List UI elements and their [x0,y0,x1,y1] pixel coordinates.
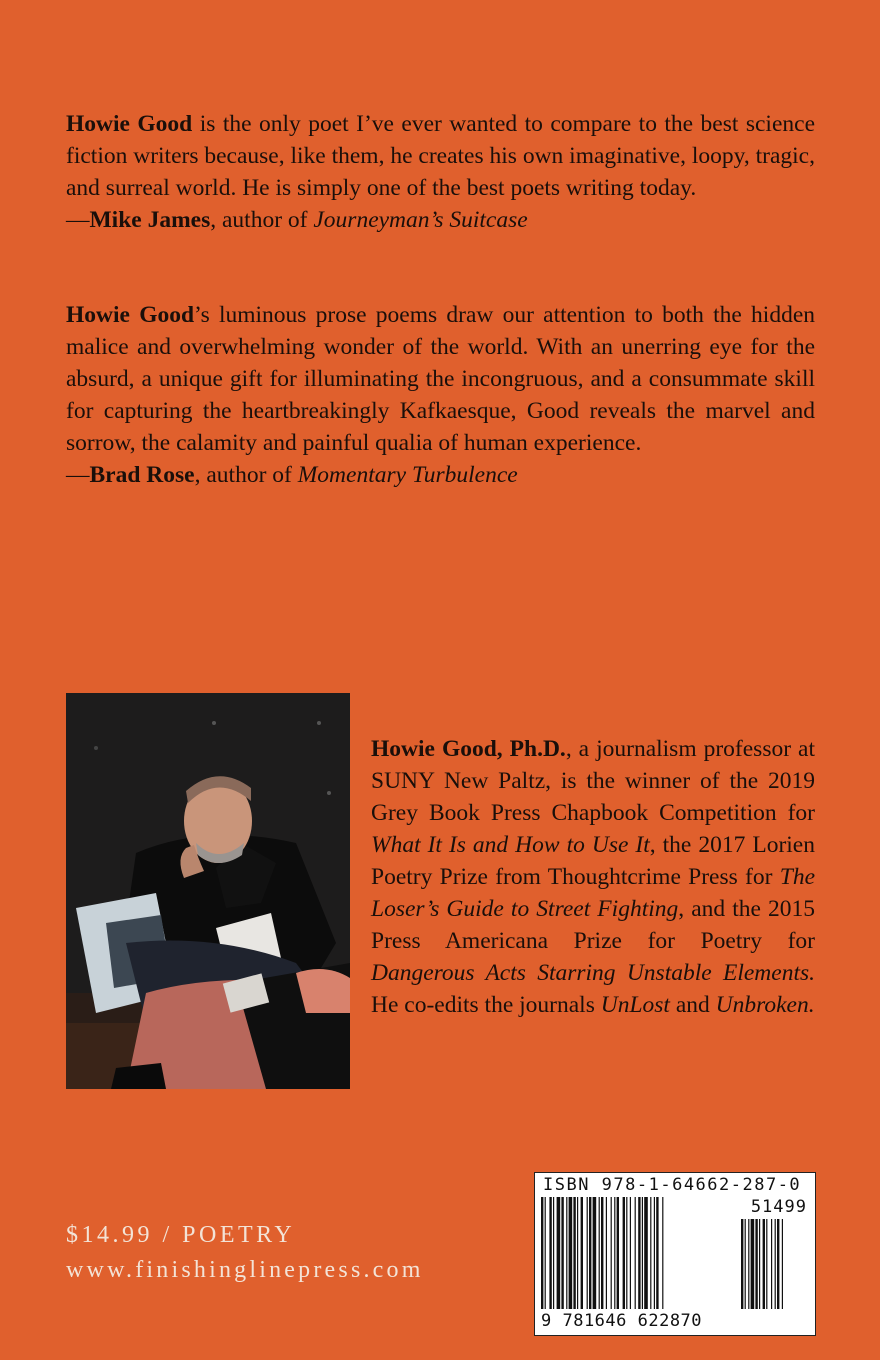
barcode-addon-bar [745,1219,746,1309]
barcode-addon-bar [751,1219,755,1309]
ean-digits: 9 781646 622870 [541,1311,703,1331]
barcode-bar [638,1197,640,1309]
barcode-addon-bar [755,1219,757,1309]
blurb-2-attribution: —Brad Rose, author of Momentary Turbulence [66,462,518,488]
author-bio [371,733,815,1021]
blurb-2-author-name: Howie Good [66,302,195,328]
author-photo-illustration [66,693,350,1089]
barcode-bar [593,1197,597,1309]
review-blurb-1 [66,108,815,236]
barcode-addon-bar [782,1219,783,1309]
barcode-bar [566,1197,567,1309]
barcode-bar [614,1197,615,1309]
barcode-bar [587,1197,588,1309]
barcode-bar [561,1197,563,1309]
isbn-label: ISBN 978-1-64662-287-0 [543,1175,802,1195]
author-photo [66,693,350,1089]
price-category: $14.99 / POETRY [66,1222,296,1248]
barcode-bar [541,1197,543,1309]
barcode-bar [557,1197,561,1309]
review-blurb-2 [66,299,815,491]
barcode-bar [642,1197,643,1309]
blurb-1-text: Howie Good is the only poet I’ve ever wanted to compare to the best science fiction writers because, like them, he creates his own imaginative, loopy, tragic, and surreal world. He is simply one of the best poets writing today. [66,111,815,201]
barcode-addon-bar [771,1219,772,1309]
barcode-addon-bar [766,1219,767,1309]
blurb-2-text: Howie Good’s luminous prose poems draw our attention to both the hidden malice and overwhelming wonder of the world. With an unerring eye for the absurd, a unique gift for illuminating the incongruous, and a consummate skill for capturing the heartbreakingly Kafkaesque, Good reveals the marvel and sorrow, the calamity and painful qualia of human experience. [66,302,816,456]
barcode-bar [581,1197,583,1309]
barcode-bar [545,1197,546,1309]
barcode-addon-bar [763,1219,765,1309]
publisher-website: www.finishinglinepress.com [66,1257,424,1283]
barcode-bar [662,1197,663,1309]
barcode-bar [573,1197,575,1309]
blurb-1-attribution: —Mike James, author of Journeyman’s Suitcase [66,207,528,233]
isbn-barcode [534,1172,816,1336]
blurb-1-author-name: Howie Good [66,111,193,137]
barcode-bar [635,1197,636,1309]
barcode-bar [577,1197,578,1309]
barcode-bar [644,1197,648,1309]
barcode-bar [599,1197,600,1309]
barcode-bar [549,1197,551,1309]
author-bio-text: Howie Good, Ph.D., a journalism professor at SUNY New Paltz, is the winner of the 2019 Grey Book Press Chapbook Competition for What It Is and How to Use It, the 2017 Lorien Poetry Prize from Thoughtcrime Press for The Loser’s Guide to Street Fighting, and the 2015 Press Americana Prize for Poetry for Dangerous Acts Starring Unstable Elements. He co-edits the journals UnLost and Unbroken. [371,736,816,1018]
price-code: 51499 [750,1197,807,1217]
barcode-bar [569,1197,573,1309]
barcode-bar [630,1197,631,1309]
author-bio-name: Howie Good, Ph.D. [371,736,566,762]
barcode-bar [601,1197,603,1309]
barcode-addon-bar [775,1219,776,1309]
barcode-bar [623,1197,625,1309]
barcode-addon-bar [759,1219,760,1309]
barcode-bar [553,1197,554,1309]
barcode-bar [611,1197,612,1309]
barcode-bar [606,1197,607,1309]
barcode-bar [650,1197,651,1309]
barcode-addon-bar [777,1219,779,1309]
barcode-bar [589,1197,591,1309]
barcode-addon-bar [748,1219,749,1309]
barcode-bar [617,1197,619,1309]
barcode-bar [656,1197,658,1309]
barcode-bars [541,1197,809,1311]
barcode-bar [654,1197,655,1309]
barcode-addon-bar [741,1219,743,1309]
barcode-bar [626,1197,627,1309]
